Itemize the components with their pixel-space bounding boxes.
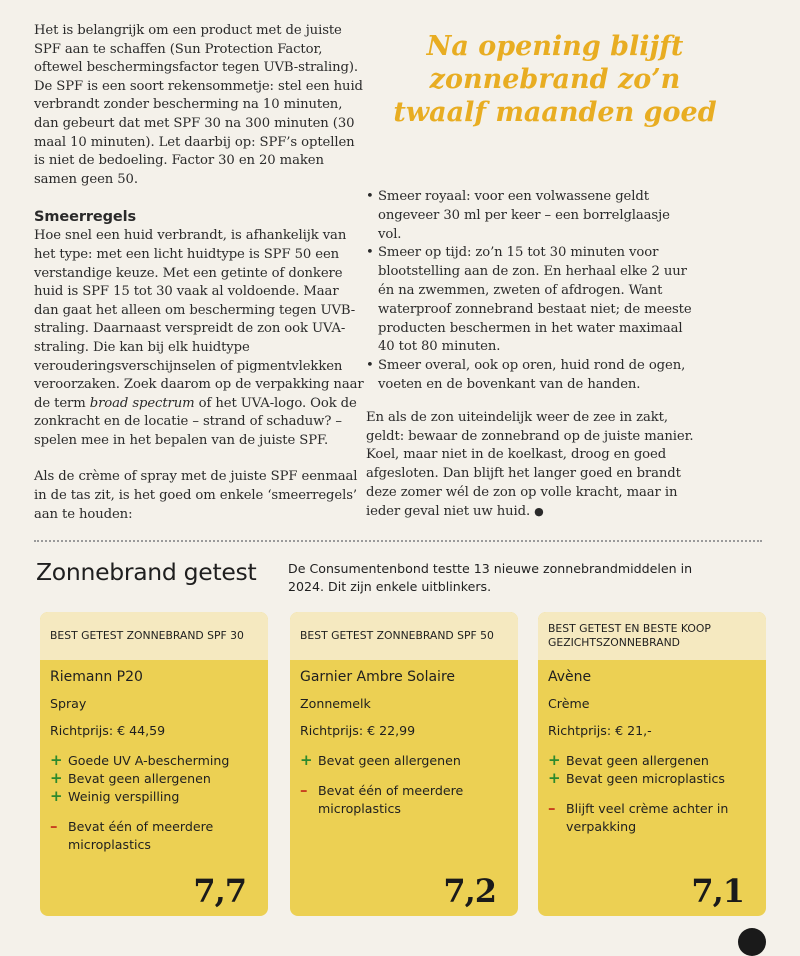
list-item: • Smeer op tijd: zo’n 15 tot 30 minuten voor blootstelling aan de zon. En herhaal elke 2 uur én na zwemmen, zweten of afdrogen. Want waterproof zonnebrand bestaat niet; de meeste producten beschermen in het water maximaal 40 tot 80 minuten. [366, 244, 696, 357]
pro-item: + Bevat geen microplastics [548, 769, 725, 787]
con-item: – Bevat één of meerdere microplastics [50, 817, 214, 852]
pro-item: + Bevat geen allergenen [548, 751, 709, 769]
product-card-garnier [290, 612, 518, 916]
pros-list [50, 752, 258, 806]
product-type: Crème [548, 696, 590, 711]
pull-quote: Na opening blijft zonnebrand zo’n twaalf maanden goed [393, 31, 717, 128]
product-price: Richtprijs: € 22,99 [300, 723, 416, 738]
product-type: Spray [50, 696, 87, 711]
section-divider [34, 540, 762, 542]
page-marker [738, 928, 766, 956]
skin-type-paragraph: Hoe snel een huid verbrandt, is afhankelijk van het type: met een licht huidtype is SPF 50 een verstandige keuze. Met een getinte of donkere huid is SPF 15 tot 30 vaak al voldoende. Maar dan gaat het alleen om bescherming tegen UVB-straling. Daarnaast verspreidt de zon ook UVA-straling. Die kan bij elk huidtype verouderingsverschijnselen of pigmentvlekken veroorzaken. Zoek daarom op de verpakking naar de term broad spectrum of het UVA-logo. Ook de zonkracht en de locatie – strand of schaduw? – spelen mee in het bepalen van de juiste SPF. [34, 228, 364, 448]
section-title: Zonnebrand getest [36, 558, 257, 586]
product-price: Richtprijs: € 21,- [548, 723, 652, 738]
end-mark-icon: ● [534, 504, 544, 518]
pro-item: + Goede UV A-bescherming [50, 751, 230, 769]
plus-icon: + [50, 751, 63, 769]
pro-item: + Bevat geen allergenen [300, 751, 461, 769]
product-name: Riemann P20 [50, 669, 143, 685]
con-item: – Bevat één of meerdere microplastics [300, 781, 464, 816]
closing-paragraph: En als de zon uiteindelijk weer de zee in zakt, geldt: bewaar de zonnebrand op de juiste manier. Koel, maar niet in de koelkast, droog en goed afgesloten. Dan blijft het langer goed en brandt deze zomer wél de zon op volle kracht, maar in ieder geval niet uw huid. ● [366, 409, 694, 519]
test-score: 7,7 [193, 872, 246, 910]
pros-list [548, 752, 756, 788]
cons-list [50, 818, 258, 854]
plus-icon: + [548, 751, 561, 769]
card-header: BEST GETEST ZONNEBRAND SPF 50 [290, 612, 518, 660]
plus-icon: + [300, 751, 313, 769]
pro-item: + Bevat geen allergenen [50, 769, 211, 787]
minus-icon: – [300, 781, 308, 799]
cons-list [300, 782, 508, 818]
minus-icon: – [50, 817, 58, 835]
rules-list [366, 188, 696, 395]
product-price: Richtprijs: € 44,59 [50, 723, 166, 738]
product-card-avene [538, 612, 766, 916]
pros-list [300, 752, 508, 770]
test-score: 7,2 [443, 872, 496, 910]
section-intro: De Consumentenbond testte 13 nieuwe zonnebrandmiddelen in 2024. Dit zijn enkele uitblinkers. [288, 561, 693, 594]
card-header: BEST GETEST EN BESTE KOOP GEZICHTSZONNEBRAND [538, 612, 766, 660]
intro-paragraph: Het is belangrijk om een product met de juiste SPF aan te schaffen (Sun Protection Factor, oftewel beschermingsfactor tegen UVB-straling). De SPF is een soort rekensommetje: stel een huid verbrandt zonder bescherming na 10 minuten, dan gebeurt dat met SPF 30 na 300 minuten (30 maal 10 minuten). Let daarbij op: SPF’s optellen is niet de bedoeling. Factor 30 en 20 maken samen geen 50. [34, 23, 363, 187]
right-column [366, 188, 696, 522]
product-name: Garnier Ambre Solaire [300, 669, 456, 685]
test-score: 7,1 [691, 872, 744, 910]
list-item: • Smeer overal, ook op oren, huid rond de ogen, voeten en de bovenkant van de handen. [366, 357, 696, 395]
plus-icon: + [50, 787, 63, 805]
plus-icon: + [50, 769, 63, 787]
product-type: Zonnemelk [300, 696, 371, 711]
list-item: • Smeer royaal: voor een volwassene geldt ongeveer 30 ml per keer – een borrelglaasje vol. [366, 188, 696, 244]
cons-list [548, 800, 756, 836]
con-item: – Blijft veel crème achter in verpakking [548, 799, 729, 834]
left-column [34, 22, 364, 524]
pro-item: + Weinig verspilling [50, 787, 180, 805]
minus-icon: – [548, 799, 556, 817]
subheading-smeerregels: Smeerregels [34, 209, 137, 226]
plus-icon: + [548, 769, 561, 787]
product-name: Avène [548, 669, 592, 685]
card-header: BEST GETEST ZONNEBRAND SPF 30 [40, 612, 268, 660]
product-card-riemann [40, 612, 268, 916]
rules-intro-paragraph: Als de crème of spray met de juiste SPF eenmaal in de tas zit, is het goed om enkele ‘smeerregels’ aan te houden: [34, 469, 358, 522]
